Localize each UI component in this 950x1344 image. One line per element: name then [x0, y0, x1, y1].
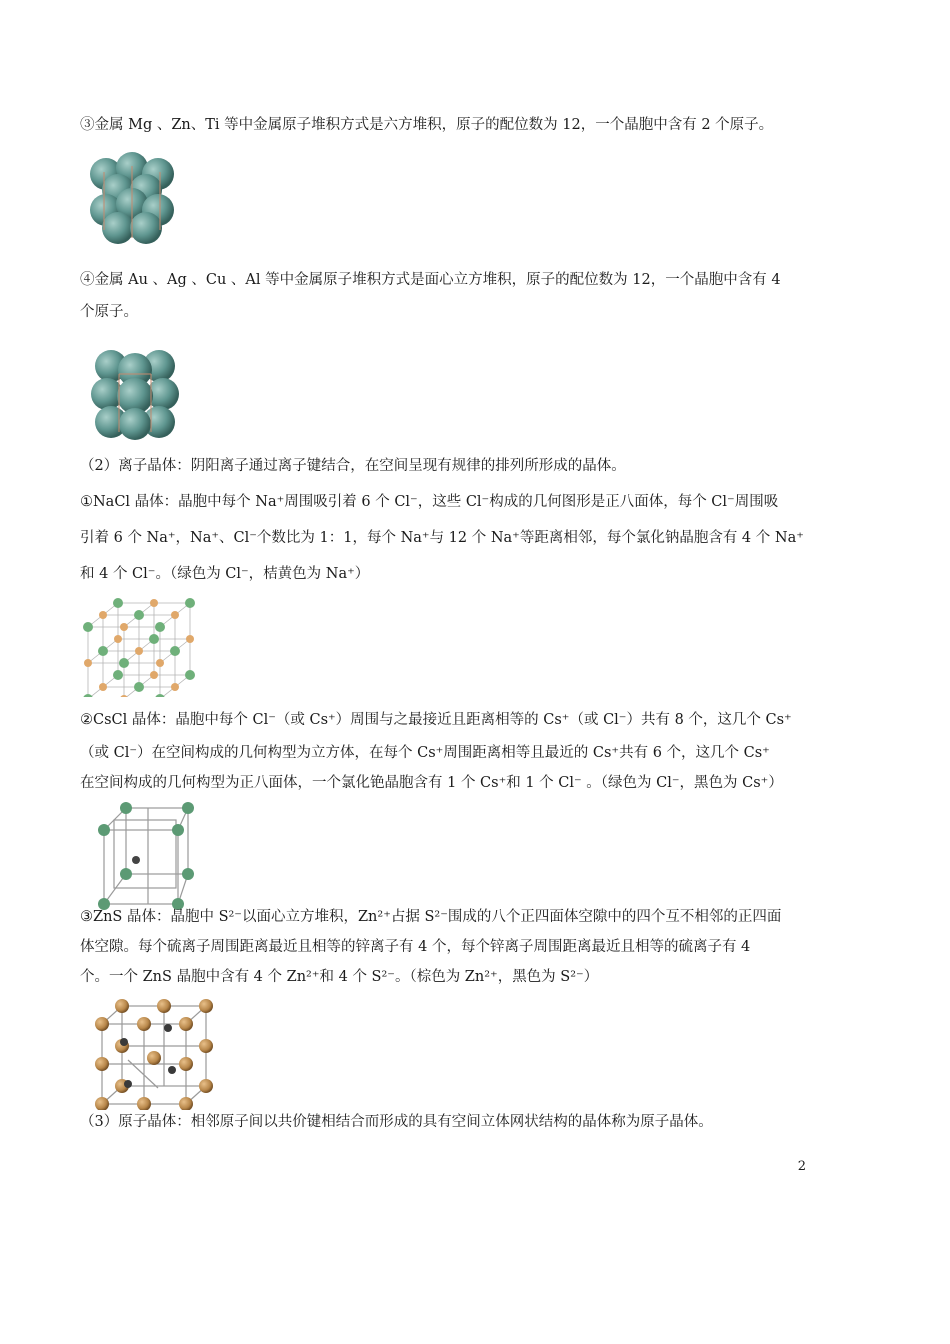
text-line-cscl-3: 在空间构成的几何构型为正八面体，一个氯化铯晶胞含有 1 个 Cs⁺和 1 个 Cl⁻ 。（绿色为 Cl⁻，黑色为 Cs⁺） — [80, 775, 783, 791]
text-line-nacl-1: ①NaCl 晶体：晶胞中每个 Na⁺周围吸引着 6 个 Cl⁻，这些 Cl⁻构成的几何图形是正八面体，每个 Cl⁻周围吸 — [80, 494, 779, 510]
text-line-zns-3: 个。一个 ZnS 晶胞中含有 4 个 Zn²⁺和 4 个 S²⁻。（棕色为 Zn²⁺，黑色为 S²⁻） — [80, 969, 599, 985]
cl-ion — [98, 646, 108, 656]
na-ion — [186, 635, 194, 643]
na-ion — [99, 611, 107, 619]
cl-ion — [83, 622, 93, 632]
cl-ion — [83, 694, 93, 697]
na-ion — [120, 695, 128, 697]
na-ion — [114, 635, 122, 643]
na-ion — [84, 659, 92, 667]
cl-ion — [134, 610, 144, 620]
na-ion — [99, 683, 107, 691]
text-line-atoms: 个原子。 — [80, 304, 138, 320]
na-ion — [135, 647, 143, 655]
text-line-zns-1: ③ZnS 晶体：晶胞中 S²⁻以面心立方堆积，Zn²⁺占据 S²⁻围成的八个正四面体空隙中的四个互不相邻的正四面 — [80, 909, 782, 925]
text-line-cscl-2: （或 Cl⁻）在空间构成的几何构型为立方体，在每个 Cs⁺周围距离相等且最近的 Cs⁺共有 6 个，这几个 Cs⁺ — [80, 745, 770, 761]
page-number: 2 — [797, 1159, 806, 1174]
fcc-structure-image — [85, 344, 185, 442]
na-ion — [156, 659, 164, 667]
na-ion — [171, 611, 179, 619]
cl-ion — [119, 658, 129, 668]
na-ion — [171, 683, 179, 691]
na-ion — [150, 671, 158, 679]
text-line-nacl-2: 引着 6 个 Na⁺，Na⁺、Cl⁻个数比为 1：1，每个 Na⁺与 12 个 Na⁺等距离相邻，每个氯化钠晶胞含有 4 个 Na⁺ — [80, 530, 804, 546]
cl-ion — [185, 670, 195, 680]
text-line-covalent-crystal: （3）原子晶体：相邻原子间以共价键相结合而形成的具有空间立体网状结构的晶体称为原子晶体。 — [80, 1114, 713, 1130]
cl-ion — [155, 622, 165, 632]
cscl-structure-image — [88, 800, 203, 910]
text-line-cscl-1: ②CsCl 晶体：晶胞中每个 Cl⁻（或 Cs⁺）周围与之最接近且距离相等的 Cs⁺（或 Cl⁻）共有 8 个，这几个 Cs⁺ — [80, 712, 792, 728]
cl-ion — [149, 634, 159, 644]
text-line-au-ag-cu-al: ④金属 Au 、Ag 、Cu 、Al 等中金属原子堆积方式是面心立方堆积，原子的配位数为 12，一个晶胞中含有 4 — [80, 272, 781, 288]
na-ion — [120, 623, 128, 631]
hcp-structure-image — [82, 152, 182, 246]
text-line-nacl-3: 和 4 个 Cl⁻。（绿色为 Cl⁻，桔黄色为 Na⁺） — [80, 566, 370, 582]
text-line-zns-2: 体空隙。每个硫离子周围距离最近且相等的锌离子有 4 个，每个锌离子周围距离最近且相等的硫离子有 4 — [80, 939, 751, 955]
cl-ion — [155, 694, 165, 697]
cl-ion — [113, 670, 123, 680]
cl-ion — [170, 646, 180, 656]
text-line-ionic-crystal: （2）离子晶体：阴阳离子通过离子键结合，在空间呈现有规律的排列所形成的晶体。 — [80, 458, 626, 474]
text-line-mg-zn-ti: ③金属 Mg 、Zn、Ti 等中金属原子堆积方式是六方堆积，原子的配位数为 12，一个晶胞中含有 2 个原子。 — [80, 117, 774, 133]
cl-ion — [113, 598, 123, 608]
na-ion — [150, 599, 158, 607]
zns-structure-image — [88, 998, 213, 1110]
cl-ion — [185, 598, 195, 608]
cl-ion — [134, 682, 144, 692]
nacl-structure-image — [80, 597, 205, 697]
